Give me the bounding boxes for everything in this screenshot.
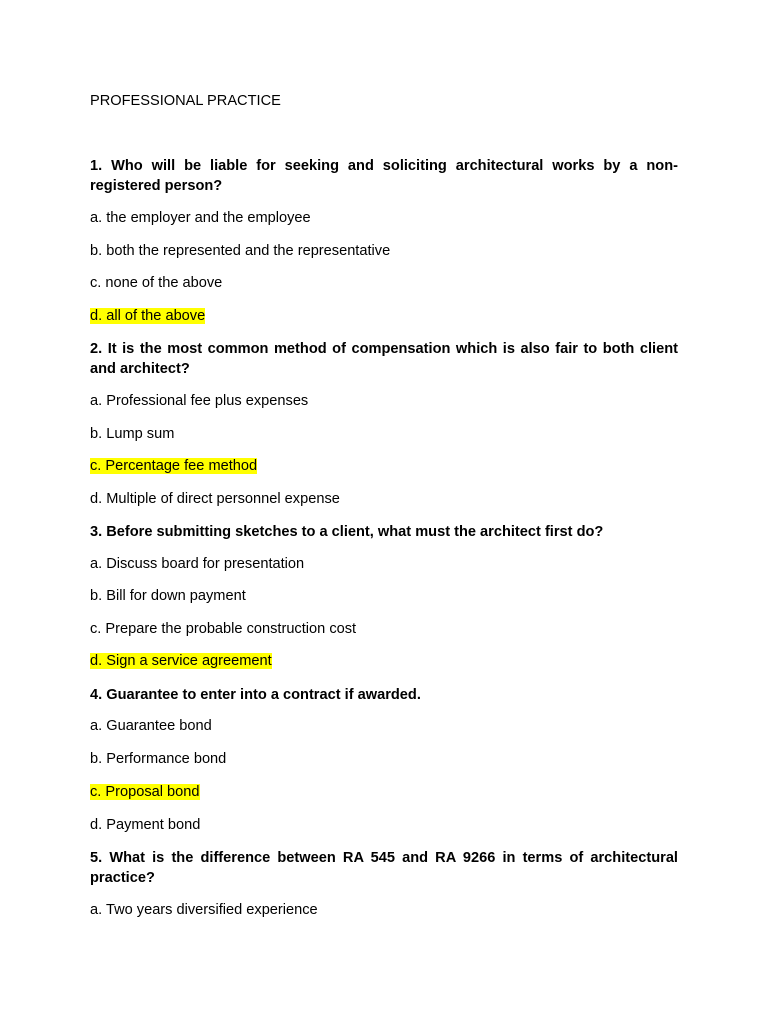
question-3: 3. Before submitting sketches to a client, what must the architect first do? bbox=[90, 524, 604, 540]
answer-highlight: c. Proposal bond bbox=[90, 784, 200, 800]
question-5: 5. What is the difference between RA 545 and RA 9266 in terms of architectural practice? bbox=[90, 850, 678, 886]
question-2-option-d: d. Multiple of direct personnel expense bbox=[90, 491, 340, 507]
question-2: 2. It is the most common method of compensation which is also fair to both client and architect? bbox=[90, 341, 678, 377]
document-title: PROFESSIONAL PRACTICE bbox=[90, 93, 281, 109]
question-4-option-d: d. Payment bond bbox=[90, 817, 201, 833]
question-5-option-a: a. Two years diversified experience bbox=[90, 902, 318, 918]
answer-highlight: c. Percentage fee method bbox=[90, 458, 258, 474]
question-1-option-a: a. the employer and the employee bbox=[90, 210, 311, 226]
question-3-option-b: b. Bill for down payment bbox=[90, 588, 246, 604]
question-3-option-a: a. Discuss board for presentation bbox=[90, 556, 305, 572]
question-3-option-d-answer bbox=[90, 652, 272, 670]
question-1-option-d-answer bbox=[90, 307, 205, 325]
question-4-option-b: b. Performance bond bbox=[90, 751, 227, 767]
question-2-option-c-answer bbox=[90, 457, 257, 475]
question-3-option-c: c. Prepare the probable construction cost bbox=[90, 621, 357, 637]
question-4: 4. Guarantee to enter into a contract if awarded. bbox=[90, 687, 421, 703]
answer-highlight: d. all of the above bbox=[90, 308, 206, 324]
question-4-option-c-answer bbox=[90, 783, 200, 801]
question-2-option-b: b. Lump sum bbox=[90, 426, 175, 442]
question-4-option-a: a. Guarantee bond bbox=[90, 718, 212, 734]
question-1-option-b: b. both the represented and the representative bbox=[90, 243, 391, 259]
question-2-option-a: a. Professional fee plus expenses bbox=[90, 393, 309, 409]
question-1: 1. Who will be liable for seeking and soliciting architectural works by a non-registered person? bbox=[90, 158, 678, 194]
answer-highlight: d. Sign a service agreement bbox=[90, 653, 272, 669]
question-1-option-c: c. none of the above bbox=[90, 275, 223, 291]
document-page bbox=[90, 0, 678, 1024]
